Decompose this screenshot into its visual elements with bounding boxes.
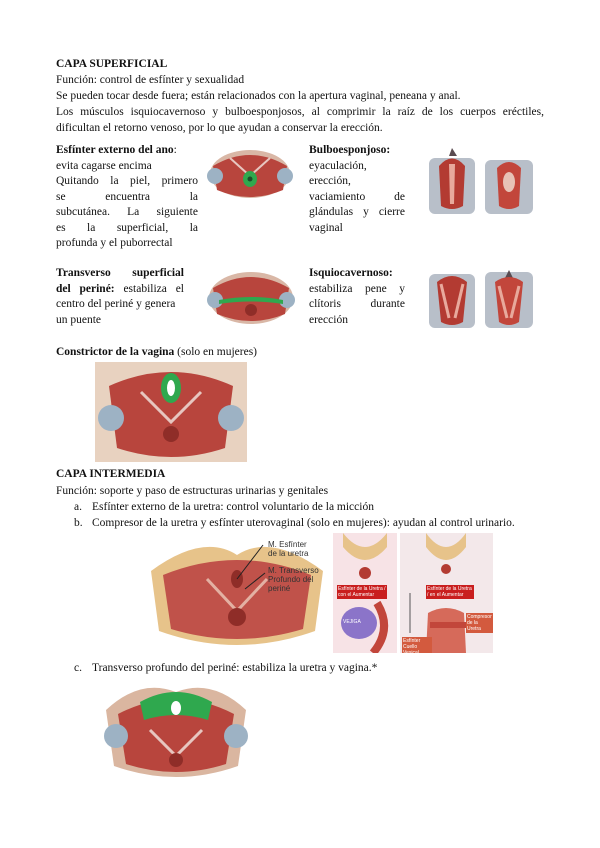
transverso-superficial-title-l1: Transverso superficial: [56, 267, 184, 279]
label-esfinter-uretra-l2: de la uretra: [268, 549, 309, 558]
item-b-text: Compresor de la uretra y esfínter uterovaginal (solo en mujeres): ayudan al control urinario.: [92, 517, 515, 529]
bulboesponjoso-l5: vaginal: [309, 221, 343, 234]
isquiocavernoso-block: [309, 266, 405, 328]
heading-capa-intermedia: CAPA INTERMEDIA: [56, 468, 166, 480]
item-c-marker: c.: [74, 662, 82, 674]
label-transverso-profundo: [268, 566, 319, 593]
uretra-diagram-1-vejiga: VEJIGA: [343, 619, 361, 625]
bulboesponjoso-l4: glándulas y cierre: [309, 206, 405, 218]
isquiocavernoso-figure: [427, 268, 537, 330]
item-c-text: Transverso profundo del periné: estabiliza la uretra y vagina.*: [92, 662, 378, 674]
item-a-text: Esfínter externo de la uretra: control voluntario de la micción: [92, 501, 374, 513]
heading-capa-superficial: CAPA SUPERFICIAL: [56, 58, 168, 70]
transverso-superficial-block: [56, 266, 184, 328]
bulboesponjoso-block: [309, 143, 405, 236]
intermedia-function: Función: soporte y paso de estructuras urinarias y genitales: [56, 485, 329, 497]
esfinter-ano-l2: Quitando la piel, primero: [56, 175, 198, 187]
superficial-line2: Se pueden tocar desde fuera; están relacionados con la apertura vaginal, peneana y anal.: [56, 90, 461, 102]
transverso-superficial-figure: [205, 268, 297, 328]
bulboesponjoso-figure: [427, 146, 537, 216]
constrictor-vagina-figure: [95, 362, 247, 462]
esfinter-ano-l1: evita cagarse encima: [56, 159, 152, 172]
esfinter-ano-block: [56, 143, 198, 252]
uretra-diagram-1: [333, 533, 397, 653]
item-a-marker: a.: [74, 501, 82, 513]
superficial-line4: dificultan el retorno venoso, por lo que ayudan a conservar la erección.: [56, 122, 383, 134]
transverso-profundo-figure: [100, 680, 252, 784]
bulboesponjoso-l2: erección,: [309, 175, 351, 187]
superficial-line3: Los músculos isquiocavernoso y bulboesponjosos, al comprimir la raíz de los cuerpos eréctiles,: [56, 106, 544, 118]
constrictor-vagina-title: Constrictor de la vagina: [56, 346, 175, 358]
transverso-superficial-l4: un puente: [56, 313, 102, 326]
bulboesponjoso-l1: eyaculación,: [309, 159, 367, 172]
intermedia-item-b: [74, 516, 554, 532]
transverso-superficial-title-l2: del periné:: [56, 282, 115, 295]
label-transverso-profundo-l3: periné: [268, 584, 291, 593]
label-transverso-profundo-l2: Profundo del: [268, 575, 314, 584]
uretra-diagram-2-cuello-vesical: Esfínter Cuello Vesical: [402, 637, 432, 653]
constrictor-vagina-rest: (solo en mujeres): [174, 346, 258, 358]
esfinter-ano-l5: es la superficial, la: [56, 221, 198, 234]
isquiocavernoso-title: Isquiocavernoso:: [309, 267, 393, 279]
uretra-diagram-1-red-label: Esfínter de la Uretra / con el Aumentar: [338, 586, 386, 598]
intermedia-item-c: [74, 661, 377, 677]
esfinter-ano-l6: profunda y el puborrectal: [56, 237, 173, 249]
uretra-diagram-2: [400, 533, 493, 653]
esfinter-ano-colon: :: [173, 144, 177, 156]
transverso-superficial-l3: centro del periné y genera: [56, 298, 176, 310]
esfinter-ano-figure: [205, 146, 295, 201]
label-esfinter-uretra: [268, 540, 308, 558]
esfinter-ano-l4: subcutánea. La siguiente: [56, 206, 198, 218]
item-b-marker: b.: [74, 517, 83, 529]
transverso-superficial-l2: estabiliza el: [114, 282, 184, 295]
label-transverso-profundo-l1: M. Transverso: [268, 566, 319, 575]
superficial-function: Función: control de esfínter y sexualidad: [56, 74, 245, 86]
isquiocavernoso-l4: erección: [309, 313, 348, 326]
intermedia-item-a: [74, 500, 374, 516]
esfinter-ano-l3: se encuentra la: [56, 190, 198, 203]
esfinter-ano-title: Esfínter externo del ano: [56, 144, 174, 156]
label-esfinter-uretra-l1: M. Esfínter: [268, 540, 307, 549]
uretra-diagram-2-compresor: Compresor de la Uretra: [466, 613, 493, 633]
isquiocavernoso-l2: estabiliza pene y: [309, 282, 405, 295]
uretra-diagram-2-red-label: Esfínter de la Uretra / en el Aumentar: [426, 585, 474, 599]
bulboesponjoso-title: Bulboesponjoso:: [309, 144, 391, 156]
bulboesponjoso-l3: vaciamiento de: [309, 190, 405, 203]
constrictor-vagina-line: [56, 345, 257, 361]
isquiocavernoso-l3: clítoris durante: [309, 298, 405, 310]
